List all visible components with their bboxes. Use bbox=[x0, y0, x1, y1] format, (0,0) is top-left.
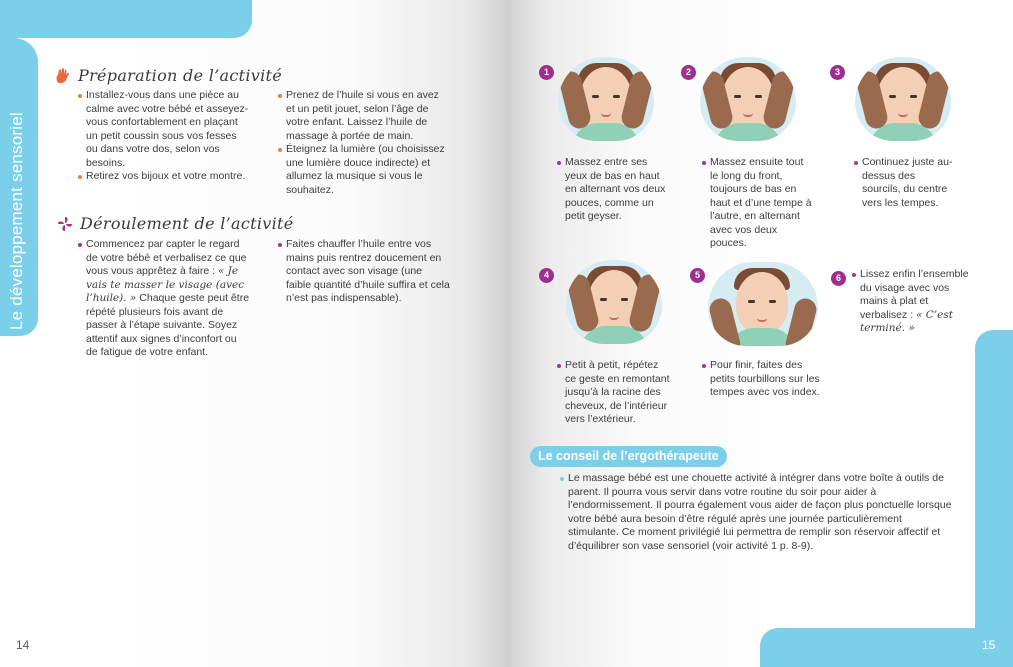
list-item bbox=[78, 238, 250, 360]
step-description: Continuez juste au-dessus des sourcils, du centre vers les tempes. bbox=[854, 156, 954, 210]
list-item: Faites chauffer l’huile entre vos mains puis rentrez doucement en contact avec son visage (une faible quantité d’huile suffira et cela n’est pas indispensable). bbox=[278, 238, 450, 306]
deroulement-header bbox=[56, 214, 294, 233]
preparation-column-2 bbox=[278, 89, 450, 197]
step-illustration bbox=[700, 57, 796, 141]
section-side-title: Le développement sensoriel bbox=[7, 112, 26, 330]
step-number: 2 bbox=[681, 65, 696, 80]
preparation-header bbox=[54, 66, 282, 85]
page-number-left: 14 bbox=[16, 638, 30, 652]
step-number: 3 bbox=[830, 65, 845, 80]
page-number-right: 15 bbox=[982, 638, 996, 652]
list-item: Retirez vos bijoux et votre montre. bbox=[78, 170, 250, 184]
step-description: Pour finir, faites des petits tourbillons sur les tempes avec vos index. bbox=[702, 359, 820, 400]
deroulement-column-2 bbox=[278, 238, 450, 306]
step-description: Massez entre ses yeux de bas en haut en alternant vos deux pouces, comme un petit geyser. bbox=[557, 156, 669, 224]
deroulement-quote: « Je vais te masser le visage (avec l’huile). » bbox=[86, 265, 245, 304]
pinwheel-icon bbox=[56, 215, 74, 233]
list-item: Éteignez la lumière (ou choisissez une lumière douce indirecte) et allumez la musique si vous le souhaitez. bbox=[278, 143, 450, 197]
step-number: 6 bbox=[831, 271, 846, 286]
step-number: 5 bbox=[690, 268, 705, 283]
step-6-quote: « C’est terminé. » bbox=[860, 308, 953, 334]
deroulement-title: Déroulement de l’activité bbox=[80, 214, 294, 233]
step-illustration bbox=[855, 57, 951, 141]
advice-title: Le conseil de l’ergothérapeute bbox=[530, 446, 727, 467]
right-side-tab bbox=[975, 330, 1013, 667]
step-description: Petit à petit, répétez ce geste en remontant jusqu’à la racine des cheveux, de l’intérieur vers l’extérieur. bbox=[557, 359, 671, 427]
bottom-right-tab bbox=[760, 628, 1013, 667]
hand-icon bbox=[54, 67, 72, 85]
step-illustration bbox=[558, 57, 654, 141]
top-left-tab bbox=[0, 0, 252, 38]
step-number: 4 bbox=[539, 268, 554, 283]
list-item: Installez-vous dans une pièce au calme avec votre bébé et asseyez-vous confortablement en plaçant un petit coussin sous vos fesses ou dans votre dos, selon vos besoins. bbox=[78, 89, 250, 170]
step-number: 1 bbox=[539, 65, 554, 80]
preparation-column-1 bbox=[78, 89, 250, 184]
step-description bbox=[852, 268, 974, 336]
deroulement-intro: Commencez par capter le regard de votre bébé et verbalisez ce que vous vous apprêtez à faire : bbox=[86, 238, 247, 277]
preparation-title: Préparation de l’activité bbox=[78, 66, 283, 85]
deroulement-rest: Chaque geste peut être répété plusieurs fois avant de passer à l’étape suivante. Soyez attentif aux signes d’inconfort ou de fatigue de votre enfant. bbox=[86, 292, 250, 358]
deroulement-column-1 bbox=[78, 238, 250, 360]
advice-text: Le massage bébé est une chouette activité à intégrer dans votre boîte à outils de parent. Il pourra vous servir dans votre routine du soir pour aider à l’endormissement. Il pourra également vous aider de façon plus ponctuelle lorsque votre bébé aura besoin d’être régulé après une journée particulièrement stimulante. Ce moment privilégié lui permettra de remplir son réservoir affectif et d’équilibrer son vase sensoriel (voir activité 1 p. 8-9). bbox=[560, 472, 952, 553]
step-illustration bbox=[566, 260, 662, 344]
step-description: Massez ensuite tout le long du front, toujours de bas en haut et d’une tempe à l’autre, en alternant avec vos deux pouces. bbox=[702, 156, 812, 251]
step-6-text: Lissez enfin l’ensemble du visage avec vos mains à plat et verbalisez : bbox=[860, 268, 969, 321]
step-illustration bbox=[708, 262, 818, 346]
list-item: Prenez de l’huile si vous en avez et un petit jouet, selon l’âge de votre enfant. Laissez l’huile de massage à portée de main. bbox=[278, 89, 450, 143]
